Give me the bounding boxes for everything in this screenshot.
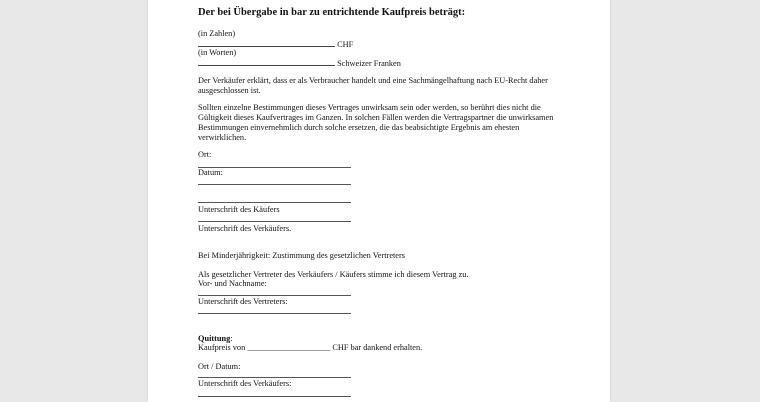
price-words-row bbox=[198, 58, 401, 69]
representative-signature-line[interactable] bbox=[198, 313, 351, 314]
representative-name-label: Vor- und Nachname: bbox=[198, 279, 267, 288]
representative-signature-label: Unterschrift des Vertreters: bbox=[198, 297, 288, 306]
buyer-signature-label: Unterschrift des Käufers bbox=[198, 205, 280, 214]
buyer-signature-line[interactable] bbox=[198, 202, 351, 203]
price-words-blank[interactable] bbox=[198, 58, 335, 66]
document-page bbox=[148, 0, 610, 402]
price-heading: Der bei Übergabe in bar zu entrichtende Kaufpreis beträgt: bbox=[198, 7, 466, 18]
minor-title: Bei Minderjährigkeit: Zustimmung des gesetzlichen Vertreters bbox=[198, 251, 405, 260]
warranty-paragraph: Der Verkäufer erklärt, dass er als Verbraucher handelt und eine Sachmängelhaftung nach EU-Recht daher ausgeschlossen ist. bbox=[198, 76, 548, 95]
receipt-suffix: CHF bar dankend erhalten. bbox=[332, 343, 423, 352]
receipt-place-date-line[interactable] bbox=[198, 377, 351, 378]
seller-signature-label: Unterschrift des Verkäufers. bbox=[198, 224, 292, 233]
receipt-signature-label: Unterschrift des Verkäufers: bbox=[198, 379, 292, 388]
date-label: Datum: bbox=[198, 168, 223, 177]
price-numbers-blank[interactable] bbox=[198, 39, 335, 47]
price-words-label: (in Worten) bbox=[198, 48, 237, 57]
price-numbers-label: (in Zahlen) bbox=[198, 29, 236, 38]
representative-name-line[interactable] bbox=[198, 295, 351, 296]
receipt-signature-line[interactable] bbox=[198, 396, 351, 397]
receipt-amount-row bbox=[198, 343, 422, 353]
receipt-title-colon: : bbox=[230, 334, 233, 343]
currency-name: Schweizer Franken bbox=[337, 59, 401, 68]
receipt-prefix: Kaufpreis von bbox=[198, 343, 246, 352]
place-label: Ort: bbox=[198, 150, 212, 159]
receipt-place-date-label: Ort / Datum: bbox=[198, 362, 241, 371]
date-line[interactable] bbox=[198, 184, 351, 185]
currency-code: CHF bbox=[337, 40, 354, 49]
minor-statement: Als gesetzlicher Vertreter des Verkäufers / Käufers stimme ich diesem Vertrag zu. bbox=[198, 270, 469, 279]
severability-paragraph: Sollten einzelne Bestimmungen dieses Vertrages unwirksam sein oder werden, so berührt dies nicht die Gültigkeit dieses Kaufvertrages im Ganzen. In solchen Fällen werden die Vertragspartner die unwirksamen Bestimmungen einvernehmlich durch solche ersetzen, die das beabsichtigte Ergebnis am ehesten verwirklichen. bbox=[198, 103, 554, 142]
seller-signature-line[interactable] bbox=[198, 221, 351, 222]
receipt-amount-blank[interactable]: ____________________ bbox=[247, 343, 331, 352]
receipt-title-text: Quittung bbox=[198, 334, 231, 343]
